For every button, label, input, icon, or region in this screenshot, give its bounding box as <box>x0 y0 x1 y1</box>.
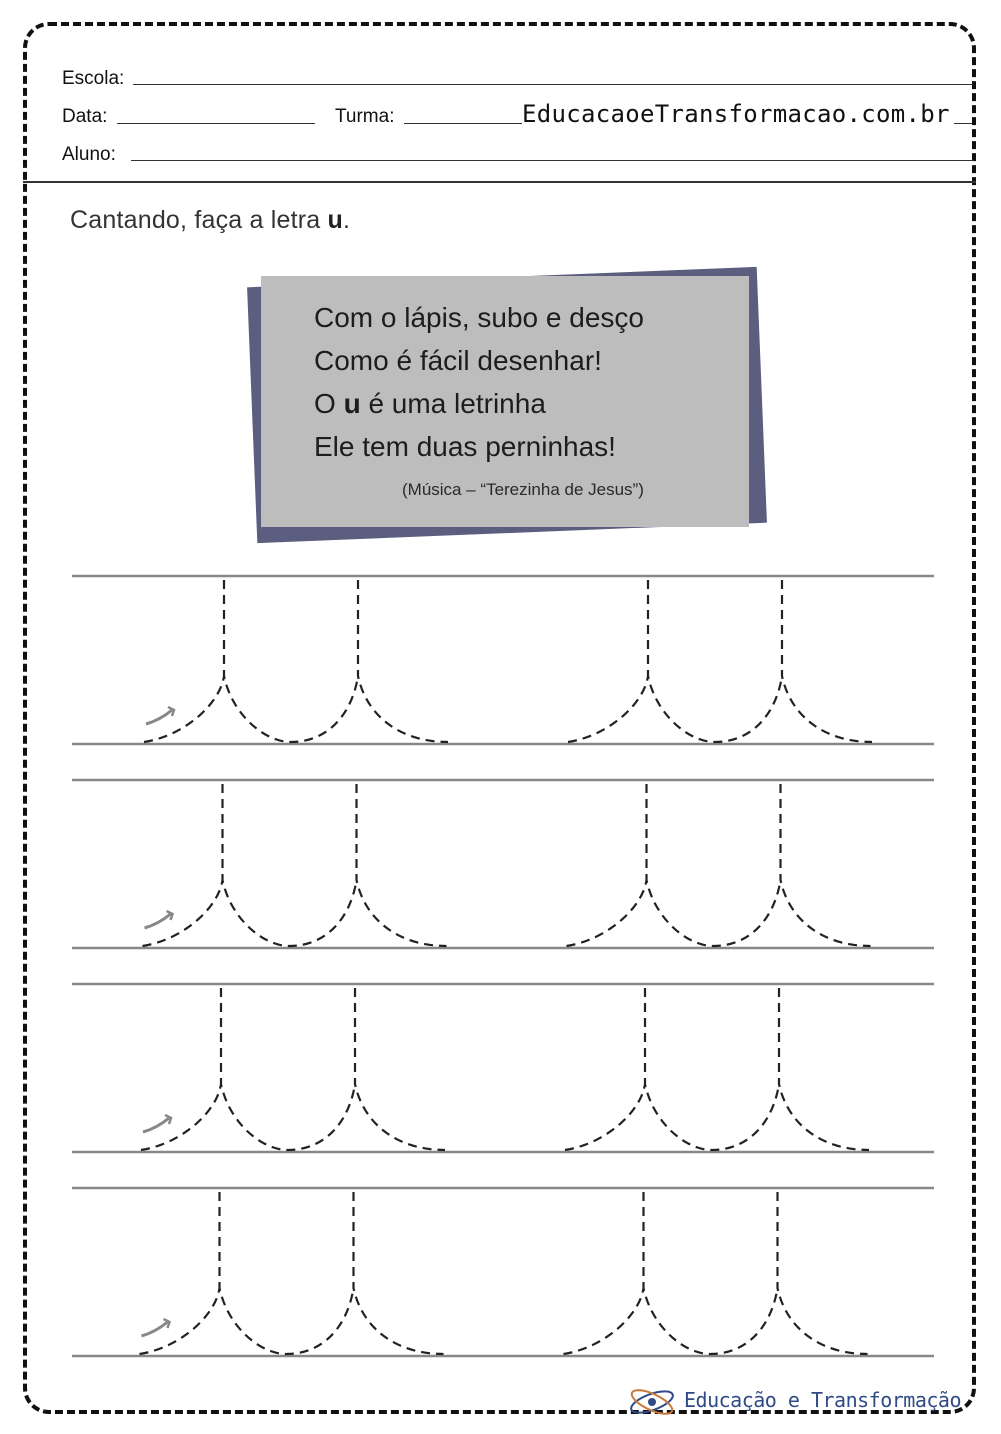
site-url: EducacaoeTransformacao.com.br <box>522 100 954 128</box>
dotted-letter-u <box>564 1192 868 1354</box>
dotted-letter-u <box>567 784 871 946</box>
class-label: Turma: <box>335 106 395 127</box>
dotted-letter-u <box>143 784 447 946</box>
date-label: Data: <box>62 106 108 127</box>
school-label: Escola: <box>62 68 125 89</box>
poem-line-4: Ele tem duas perninhas! <box>314 431 616 462</box>
poem-line-3: O u é uma letrinha <box>314 388 546 419</box>
start-arrow-icon <box>143 1118 169 1132</box>
start-arrow-icon <box>142 1322 168 1336</box>
atom-logo-icon <box>628 1384 680 1420</box>
dotted-letter-u <box>144 580 448 742</box>
brand-footer: Educação e Transformação <box>684 1388 961 1412</box>
dotted-letter-u <box>565 988 869 1150</box>
instruction-text: Cantando, faça a letra u. <box>70 206 351 234</box>
poem-line-1: Com o lápis, subo e desço <box>314 302 644 333</box>
start-arrow-icon <box>145 914 171 928</box>
poem-line-2: Como é fácil desenhar! <box>314 345 602 376</box>
dotted-letter-u <box>140 1192 444 1354</box>
dotted-letter-u <box>568 580 872 742</box>
dotted-letter-u <box>141 988 445 1150</box>
student-label: Aluno: <box>62 144 116 165</box>
start-arrow-icon <box>146 710 172 724</box>
poem-credit: (Música – “Terezinha de Jesus”) <box>402 480 644 499</box>
